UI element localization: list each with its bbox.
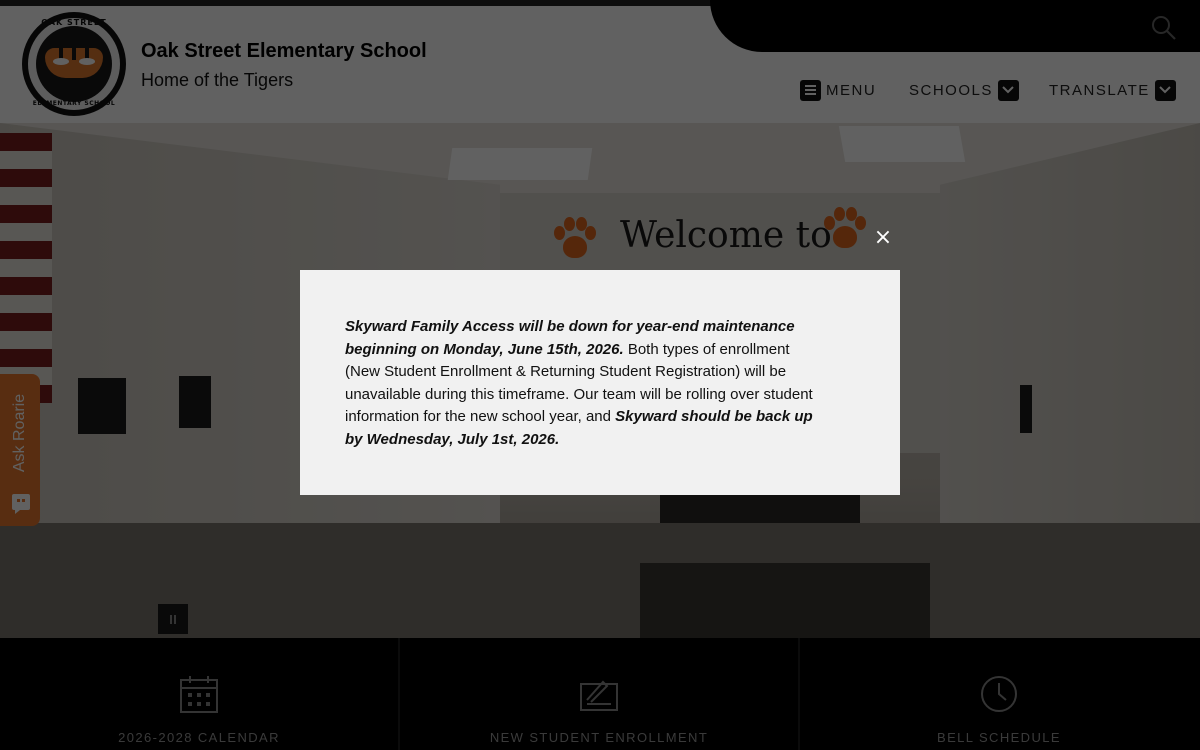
modal-close-button[interactable] [871, 226, 895, 250]
alert-bold-text: Skyward should be back up by Wednesday, July 1st, 2026. [345, 408, 813, 448]
alert-body-text: Both types of enrollment (New Student Enrollment & Returning Student Registration) will be unavailable during this timeframe. Our team will be rolling over student information for the new school year, and [345, 340, 813, 425]
close-icon: × [873, 225, 893, 250]
maintenance-alert-modal [300, 270, 900, 495]
alert-bold-text: Skyward Family Access will be down for year-end maintenance beginning on Monday, June 15th, 2026. [345, 318, 795, 358]
alert-message [345, 316, 825, 451]
